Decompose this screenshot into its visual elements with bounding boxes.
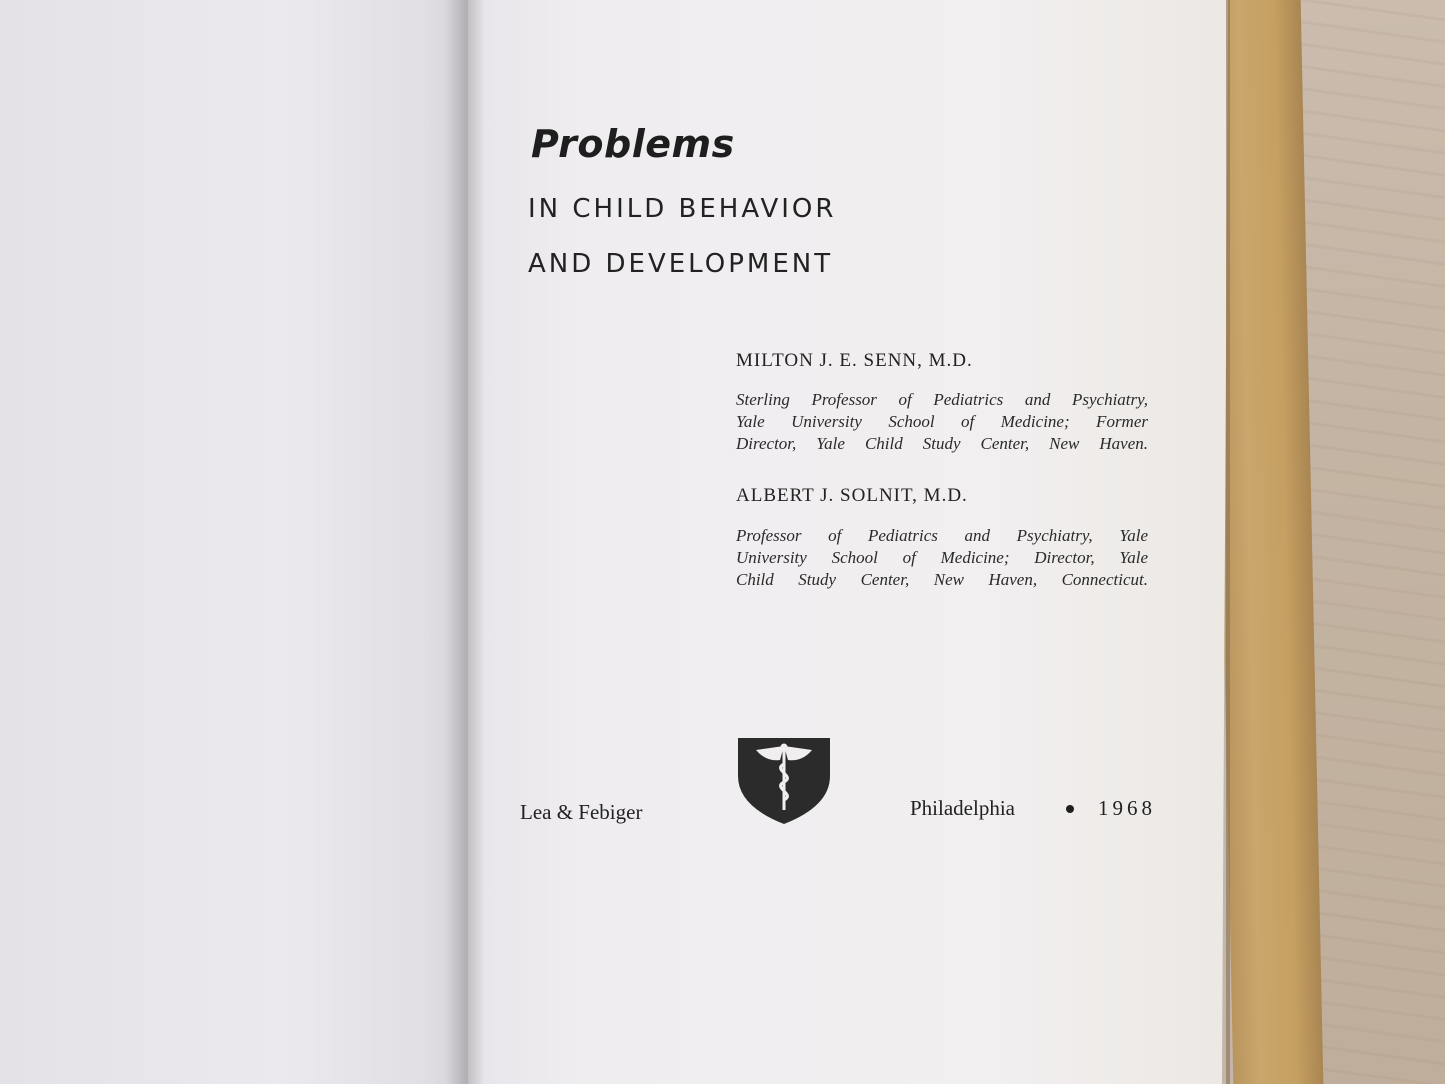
affiliation-line: Child Study Center, New Haven, Connecticut. xyxy=(736,570,1148,589)
affiliation-line: Yale University School of Medicine; Former xyxy=(736,412,1148,431)
left-blank-page xyxy=(0,0,470,1084)
publisher-name: Lea & Febiger xyxy=(520,800,643,824)
author-affiliation-1 xyxy=(736,389,1148,455)
affiliation-line: University School of Medicine; Director, Yale xyxy=(736,548,1148,567)
author-affiliation-2 xyxy=(736,525,1148,591)
publication-place: Philadelphia xyxy=(910,796,1015,820)
author-name-1: MILTON J. E. SENN, M.D. xyxy=(736,350,973,371)
book-subtitle-line-2: AND DEVELOPMENT xyxy=(528,249,834,279)
book-subtitle-line-1: IN CHILD BEHAVIOR xyxy=(528,194,837,224)
caduceus-shield-icon xyxy=(736,736,832,826)
affiliation-line: Sterling Professor of Pediatrics and Psychiatry, xyxy=(736,390,1148,409)
author-name-2: ALBERT J. SOLNIT, M.D. xyxy=(736,485,968,506)
affiliation-line: Director, Yale Child Study Center, New Haven. xyxy=(736,434,1148,453)
book-title: Problems xyxy=(531,122,735,166)
page-fore-edge xyxy=(1226,0,1230,1084)
publication-year: 1968 xyxy=(1098,796,1156,820)
bullet-separator xyxy=(1066,805,1074,813)
book-gutter-shadow xyxy=(445,0,485,1084)
affiliation-line: Professor of Pediatrics and Psychiatry, Yale xyxy=(736,526,1148,545)
